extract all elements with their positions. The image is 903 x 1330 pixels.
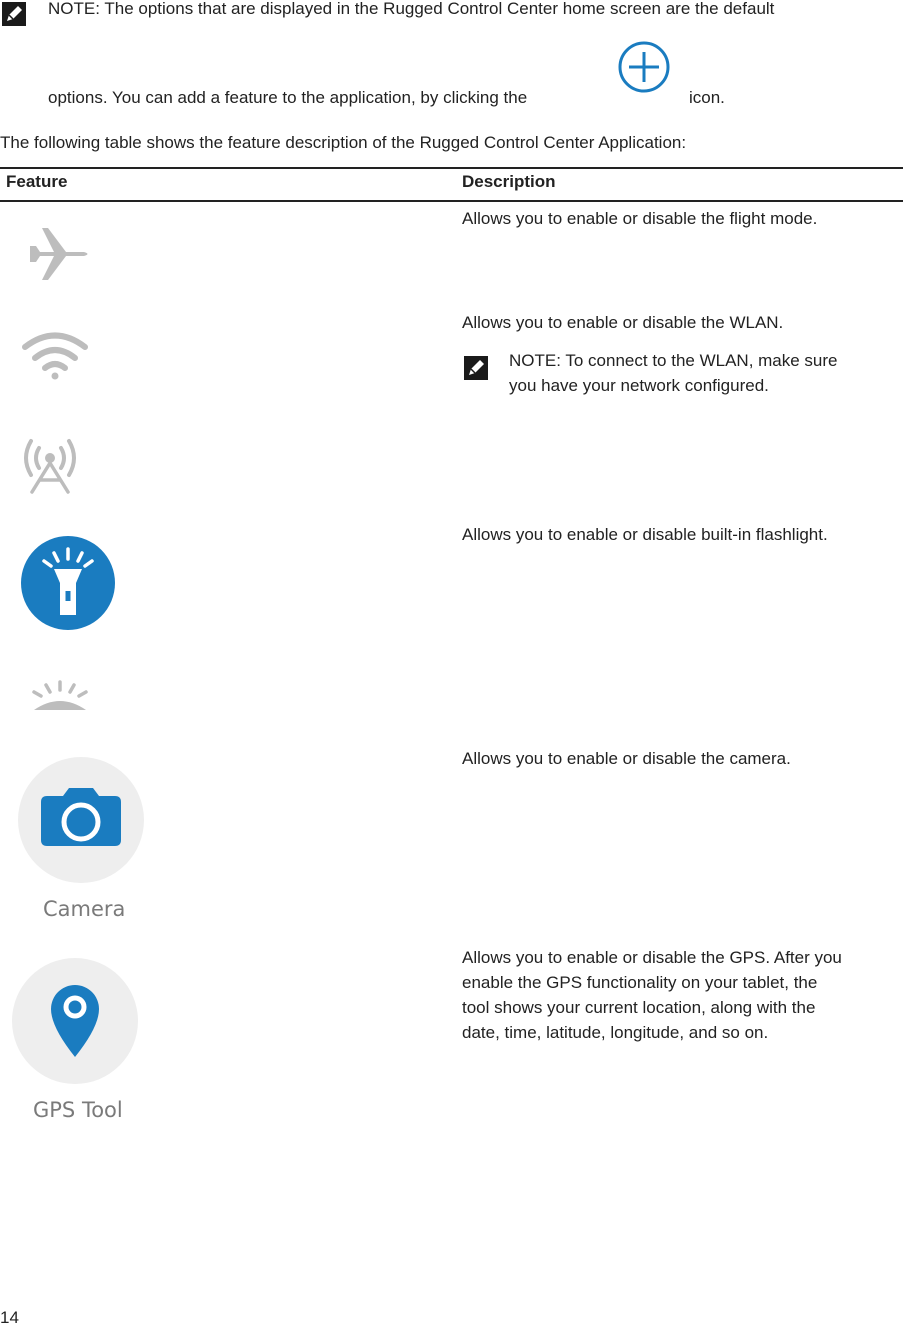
wlan-note-label: NOTE: (509, 351, 561, 370)
gps-desc-line2: enable the GPS functionality on your tablet, the (462, 973, 818, 992)
header-feature: Feature (6, 172, 68, 191)
row-flight-description: Allows you to enable or disable the flight mode. (462, 209, 818, 228)
note-body-line1: The options that are displayed in the Rugged Control Center home screen are the default (104, 0, 775, 18)
note-text (48, 0, 774, 21)
wifi-icon (22, 332, 88, 385)
table-header-rule (0, 200, 903, 202)
row-gps-description (462, 945, 897, 1045)
wlan-note-pencil-icon (464, 356, 488, 380)
wlan-note-text1: To connect to the WLAN, make sure (565, 351, 838, 370)
gps-icon (11, 957, 139, 1090)
intro-text: The following table shows the feature description of the Rugged Control Center Application: (0, 133, 687, 152)
gps-desc-line4: date, time, latitude, longitude, and so on. (462, 1023, 769, 1042)
airplane-icon (28, 226, 92, 287)
camera-label: Camera (43, 897, 126, 921)
row-wlan-description: Allows you to enable or disable the WLAN. (462, 313, 784, 332)
row-flashlight-description: Allows you to enable or disable built-in flashlight. (462, 525, 828, 544)
camera-icon (17, 756, 145, 889)
gps-label: GPS Tool (33, 1098, 123, 1122)
gps-desc-line3: tool shows your current location, along with the (462, 998, 816, 1017)
table-top-rule (0, 167, 903, 169)
wlan-note-line2: you have your network configured. (509, 376, 769, 395)
wlan-note-line1 (509, 348, 838, 373)
row-camera-description: Allows you to enable or disable the camera. (462, 749, 791, 768)
page-number: 14 (0, 1308, 19, 1327)
note-body-line2: options. You can add a feature to the application, by clicking the (48, 88, 528, 107)
note-label: NOTE: (48, 0, 100, 18)
wlan-antenna-icon (22, 436, 78, 499)
gps-desc-line1: Allows you to enable or disable the GPS. After you (462, 948, 842, 967)
flashlight-icon (20, 535, 116, 636)
note-pencil-icon (2, 2, 26, 26)
flashlight-off-icon (30, 680, 90, 719)
header-description: Description (462, 172, 556, 191)
add-circle-icon (617, 40, 671, 99)
note-icon-suffix: icon. (689, 88, 725, 107)
